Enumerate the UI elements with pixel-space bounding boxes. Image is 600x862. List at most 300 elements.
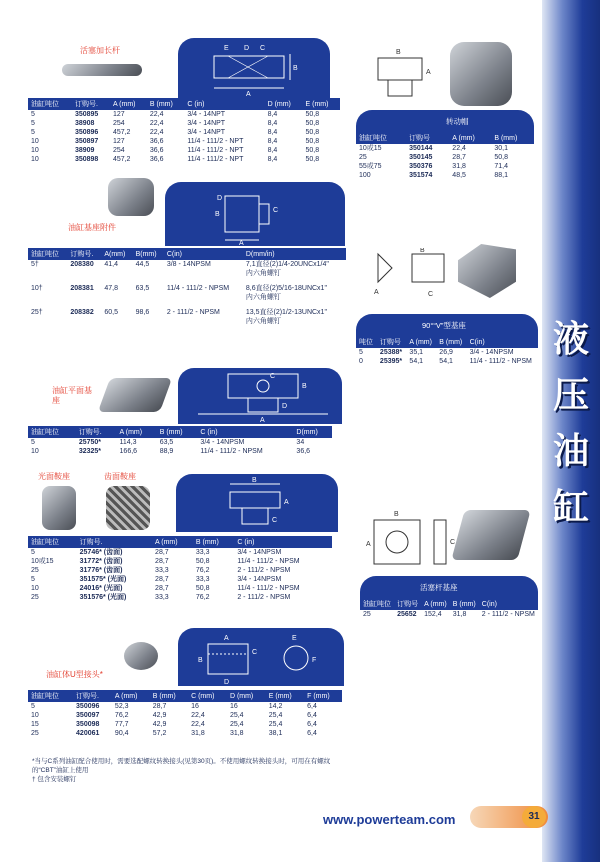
col-header: A(mm) xyxy=(101,248,132,260)
table-cell: 内六角螺钉 xyxy=(245,270,281,277)
table-cell: 76,2 xyxy=(195,594,210,601)
col-header: 订购号. xyxy=(72,98,110,110)
table-cell: 76,2 xyxy=(195,567,210,574)
svg-text:A: A xyxy=(260,417,265,424)
table-cell: 3/4 - 14NPSM xyxy=(469,349,514,356)
table-cell: 350895 xyxy=(74,111,99,118)
rod-base-table xyxy=(360,598,538,619)
table-cell: 457,2 xyxy=(112,129,131,136)
table-row xyxy=(28,284,346,293)
clevis-caption: 油缸体U型接头* xyxy=(46,670,103,679)
table-row xyxy=(356,348,538,357)
table-cell: 351575* (光面) xyxy=(79,576,127,583)
table-cell: 10 xyxy=(31,585,39,592)
col-header: B(mm) xyxy=(133,248,164,260)
table-cell: 76,2 xyxy=(114,712,129,719)
table-cell: 2 - 111/2 - NPSM xyxy=(166,309,220,316)
table-cell: 38,1 xyxy=(268,730,283,737)
col-header: 吨位 xyxy=(356,336,377,348)
col-header: 油缸吨位 xyxy=(356,132,406,144)
table-cell: 35,1 xyxy=(409,349,424,356)
table-cell: 10或15 xyxy=(359,145,382,152)
table-cell: 6,4 xyxy=(307,712,317,719)
table-row xyxy=(28,548,332,557)
table-cell: 100 xyxy=(359,172,371,179)
table-row xyxy=(28,575,332,584)
swivel-cap-table xyxy=(356,132,534,180)
col-header: C (in) xyxy=(184,98,264,110)
table-cell: 90,4 xyxy=(114,730,129,737)
col-header: A (mm) xyxy=(117,426,157,438)
table-row xyxy=(356,357,538,366)
svg-text:D: D xyxy=(224,679,230,686)
v-base-header xyxy=(356,314,538,336)
col-header: 油缸吨位 xyxy=(28,98,72,110)
table-cell: 10或15 xyxy=(31,558,54,565)
col-header: F (mm) xyxy=(304,690,342,702)
col-header: E (mm) xyxy=(266,690,304,702)
table-cell: 36,6 xyxy=(149,147,164,154)
table-cell: 50,8 xyxy=(494,154,508,161)
table-cell: 25,4 xyxy=(268,721,283,728)
clevis-photo xyxy=(124,642,158,670)
base-attachment-caption: 油缸基座附件 xyxy=(68,223,116,232)
table-cell: 3/4 - 14NPT xyxy=(187,120,226,127)
saddle-diagram-panel xyxy=(176,474,338,532)
table-row xyxy=(356,144,534,153)
col-header: C (in) xyxy=(234,536,332,548)
table-cell: 457,2 xyxy=(112,156,131,163)
table-cell: 50,8 xyxy=(305,111,320,118)
col-header: A (mm) xyxy=(406,336,436,348)
table-cell: 44,5 xyxy=(135,261,150,268)
table-cell: 10 xyxy=(31,147,39,154)
table-row xyxy=(28,711,342,720)
footnote-3: † 包含安装螺钉 xyxy=(32,776,77,783)
table-cell: 38909 xyxy=(74,147,95,154)
table-cell: 22,4 xyxy=(149,129,164,136)
svg-text:B: B xyxy=(420,248,425,254)
table-cell: 16 xyxy=(191,703,199,710)
table-cell: 33,3 xyxy=(155,594,169,601)
table-cell: 25652 xyxy=(397,611,417,618)
extension-rod-table xyxy=(28,98,340,164)
swivel-cap-photo xyxy=(450,42,512,106)
svg-text:B: B xyxy=(396,49,401,56)
col-header: C (in) xyxy=(197,426,293,438)
rod-base-photo xyxy=(451,510,530,560)
svg-text:B: B xyxy=(198,657,203,664)
table-cell: 55或75 xyxy=(359,163,382,170)
base-attachment-photo xyxy=(108,178,154,216)
table-cell: 8,6直径(2)5/16-18UNCx1" xyxy=(245,285,327,292)
col-header: D(mm) xyxy=(293,426,332,438)
svg-text:B: B xyxy=(302,383,307,390)
footnotes xyxy=(32,757,352,784)
footnote-1: *当与C系列油缸配合使用时，需要选配螺纹转换接头(见第30页)。不使用螺纹转换接头时，可用在有螺纹 xyxy=(32,758,331,765)
table-row xyxy=(28,566,332,575)
table-row xyxy=(28,593,332,602)
col-header: B (mm) xyxy=(150,690,188,702)
table-cell: 33,3 xyxy=(195,576,210,583)
flat-base-diagram xyxy=(178,368,342,424)
clevis-table xyxy=(28,690,342,738)
col-header: 订购号 xyxy=(406,132,449,144)
table-cell: 351574 xyxy=(409,172,433,179)
col-header: 油缸吨位 xyxy=(28,690,73,702)
col-header: A (mm) xyxy=(110,98,147,110)
table-cell: 3/4 - 14NPSM xyxy=(200,439,245,446)
table-cell: 71,4 xyxy=(494,163,508,170)
rod-base-caption: 活塞杆基座 xyxy=(420,583,458,592)
col-header: A (mm) xyxy=(112,690,150,702)
table-cell: 6,4 xyxy=(307,730,317,737)
table-cell: 25395* xyxy=(379,358,403,365)
table-cell: 30,1 xyxy=(494,145,508,152)
table-cell: 2 - 111/2 - NPSM xyxy=(481,611,535,618)
v-base-photo xyxy=(458,244,516,298)
table-cell: 31,8 xyxy=(229,730,244,737)
table-cell: 内六角螺钉 xyxy=(245,294,281,301)
table-cell: 11/4 - 111/2 - NPSM xyxy=(237,585,300,592)
table-cell: 5 xyxy=(31,111,35,118)
col-header: 订购号 xyxy=(377,336,407,348)
table-row-continuation xyxy=(28,293,346,302)
table-cell: 22,4 xyxy=(191,721,205,728)
table-row xyxy=(360,610,538,619)
table-cell: 3/4 - 14NPT xyxy=(187,129,226,136)
flat-base-caption: 油缸平面基座 xyxy=(52,386,92,405)
saddle-table xyxy=(28,536,332,602)
table-cell: 50,8 xyxy=(195,558,210,565)
table-row xyxy=(28,557,332,566)
table-cell: 50,8 xyxy=(305,129,320,136)
table-cell: 42,9 xyxy=(152,712,167,719)
clevis-diagram-panel xyxy=(178,628,344,686)
table-cell: 22,4 xyxy=(149,111,164,118)
table-cell: 63,5 xyxy=(159,439,174,446)
table-cell: 36,6 xyxy=(296,448,311,455)
table-cell: 50,8 xyxy=(305,120,320,127)
table-cell: 32325* xyxy=(78,448,102,455)
table-cell: 63,5 xyxy=(135,285,150,292)
svg-text:E: E xyxy=(224,45,229,52)
table-cell: 351576* (光面) xyxy=(79,594,127,601)
table-row xyxy=(356,171,534,180)
svg-text:B: B xyxy=(215,211,220,218)
table-row xyxy=(28,260,346,269)
svg-text:A: A xyxy=(374,289,379,296)
table-cell: 5 xyxy=(31,549,35,556)
table-row xyxy=(28,702,342,711)
table-cell: 7,1直径(2)1/4-20UNCx1/4" xyxy=(245,261,329,268)
table-cell: 10 xyxy=(31,138,39,145)
table-cell: 22,4 xyxy=(191,712,205,719)
table-cell: 208380 xyxy=(70,261,94,268)
table-cell: 48,5 xyxy=(452,172,466,179)
table-cell: 8,4 xyxy=(267,120,278,127)
table-cell: 8,4 xyxy=(267,129,278,136)
col-header: C(in) xyxy=(164,248,243,260)
table-cell: 25 xyxy=(31,567,39,574)
svg-text:A: A xyxy=(426,69,431,76)
table-cell: 42,9 xyxy=(152,721,167,728)
table-cell: 5 xyxy=(31,703,35,710)
table-cell: 8,4 xyxy=(267,138,278,145)
col-header: 油缸吨位 xyxy=(28,426,76,438)
v-base-diagram xyxy=(372,248,452,304)
table-cell: 350898 xyxy=(74,156,99,163)
table-cell: 28,7 xyxy=(155,549,169,556)
col-header: 订购号. xyxy=(77,536,152,548)
swivel-cap-header xyxy=(356,110,534,132)
table-cell: 50,8 xyxy=(305,147,320,154)
table-cell: 5 xyxy=(31,576,35,583)
table-cell: 25,4 xyxy=(268,712,283,719)
table-cell: 350896 xyxy=(74,129,99,136)
table-cell: 350096 xyxy=(76,703,100,710)
col-header: B (mm) xyxy=(436,336,466,348)
table-cell: 11/4 - 111/2 - NPT xyxy=(187,138,244,145)
table-cell: 208381 xyxy=(70,285,94,292)
table-cell: 50,8 xyxy=(305,138,320,145)
table-row-continuation xyxy=(28,269,346,278)
table-cell: 6,4 xyxy=(307,721,317,728)
table-cell: 8,4 xyxy=(267,156,278,163)
clevis-diagram xyxy=(178,628,344,686)
table-cell: 254 xyxy=(112,120,125,127)
table-cell: 2 - 111/2 - NPSM xyxy=(237,594,291,601)
table-cell: 11/4 - 111/2 - NPT xyxy=(187,147,244,154)
col-header: 订购号. xyxy=(73,690,112,702)
svg-text:C: C xyxy=(270,373,276,380)
table-cell: 10 xyxy=(31,712,39,719)
base-attachment-diagram xyxy=(165,182,345,246)
table-cell: 3/4 - 14NPSM xyxy=(237,549,282,556)
base-attachment-diagram-panel xyxy=(165,182,345,246)
table-cell: 15 xyxy=(31,721,39,728)
table-cell: 50,8 xyxy=(195,585,210,592)
v-base-table xyxy=(356,336,538,366)
table-cell: 114,3 xyxy=(119,439,137,446)
svg-text:C: C xyxy=(252,649,258,656)
footnote-2: 的“CBT”油缸上使用 xyxy=(32,767,89,774)
table-cell: 3/4 - 14NPSM xyxy=(237,576,282,583)
table-cell: 10† xyxy=(31,285,43,292)
table-cell: 50,8 xyxy=(305,156,320,163)
table-cell: 28,7 xyxy=(155,576,169,583)
table-cell: 88,1 xyxy=(494,172,508,179)
table-cell: 350376 xyxy=(409,163,433,170)
table-cell: 3/8 - 14NPSM xyxy=(166,261,211,268)
table-row xyxy=(356,162,534,171)
table-cell: 2 - 111/2 - NPSM xyxy=(237,567,291,574)
table-cell: 350097 xyxy=(76,712,100,719)
table-cell: 6,4 xyxy=(307,703,317,710)
flat-base-photo xyxy=(98,378,172,412)
table-cell: 22,4 xyxy=(452,145,466,152)
table-cell: 54,1 xyxy=(439,358,453,365)
table-cell: 54,1 xyxy=(409,358,424,365)
svg-text:B: B xyxy=(394,511,399,518)
smooth-saddle-caption: 光面鞍座 xyxy=(38,472,70,481)
table-cell: 38908 xyxy=(74,120,95,127)
col-header: 订购号. xyxy=(76,426,117,438)
table-cell: 0 xyxy=(359,358,363,365)
table-cell: 25 xyxy=(31,730,39,737)
table-cell: 8,4 xyxy=(267,147,278,154)
table-cell: 60,5 xyxy=(104,309,118,316)
table-cell: 25 xyxy=(363,611,371,618)
table-cell: 25† xyxy=(31,309,43,316)
svg-text:D: D xyxy=(282,403,288,410)
table-cell: 5 xyxy=(31,129,35,136)
svg-text:F: F xyxy=(312,657,317,664)
table-cell: 11/4 - 111/2 - NPSM xyxy=(166,285,230,292)
table-cell: 25 xyxy=(31,594,39,601)
table-cell: 11/4 - 111/2 - NPSM xyxy=(200,448,263,455)
swivel-cap-diagram xyxy=(368,44,438,104)
svg-text:A: A xyxy=(366,541,371,548)
col-header: B (mm) xyxy=(450,598,479,610)
col-header: D(mm/in) xyxy=(243,248,346,260)
table-cell: 25,4 xyxy=(229,712,244,719)
base-attachment-table xyxy=(28,248,346,332)
col-header: B (mm) xyxy=(157,426,198,438)
table-cell: 52,3 xyxy=(114,703,129,710)
table-cell: 25 xyxy=(359,154,367,161)
svg-text:D: D xyxy=(217,195,223,202)
table-row xyxy=(28,438,332,447)
col-header: B (mm) xyxy=(147,98,184,110)
table-cell: 11/4 - 111/2 - NPSM xyxy=(469,358,532,365)
table-cell: 11/4 - 111/2 - NPSM xyxy=(237,558,300,565)
col-header: C(in) xyxy=(467,336,538,348)
svg-text:C: C xyxy=(450,539,456,546)
table-cell: 208382 xyxy=(70,309,94,316)
table-cell: 25746* (齿面) xyxy=(79,549,123,556)
table-row xyxy=(28,128,340,137)
saddle-diagram xyxy=(176,474,338,532)
svg-text:C: C xyxy=(272,517,278,524)
table-row xyxy=(28,720,342,729)
table-cell: 88,9 xyxy=(159,448,174,455)
table-cell: 5 xyxy=(31,120,35,127)
table-row xyxy=(356,153,534,162)
table-cell: 166,6 xyxy=(119,448,138,455)
table-row xyxy=(28,584,332,593)
table-cell: 31,8 xyxy=(191,730,205,737)
table-cell: 31772* (齿面) xyxy=(79,558,123,565)
table-cell: 28,7 xyxy=(155,558,169,565)
table-row xyxy=(28,119,340,128)
table-cell: 350144 xyxy=(409,145,433,152)
table-cell: 36,6 xyxy=(149,138,164,145)
col-header: C(in) xyxy=(479,598,538,610)
table-cell: 98,6 xyxy=(135,309,150,316)
table-cell: 57,2 xyxy=(152,730,167,737)
svg-text:B: B xyxy=(252,477,257,484)
table-cell: 127 xyxy=(112,111,125,118)
col-header: B (mm) xyxy=(193,536,234,548)
table-cell: 5 xyxy=(359,349,363,356)
table-cell: 5† xyxy=(31,261,39,268)
svg-text:B: B xyxy=(293,65,298,72)
svg-text:A: A xyxy=(224,635,229,642)
table-row xyxy=(28,110,340,119)
col-header: 订购号. xyxy=(67,248,101,260)
table-cell: 47,8 xyxy=(104,285,118,292)
table-row xyxy=(28,729,342,738)
table-cell: 31,8 xyxy=(452,163,466,170)
table-cell: 25388* xyxy=(379,349,403,356)
col-header: B (mm) xyxy=(491,132,534,144)
table-cell: 28,7 xyxy=(452,154,466,161)
toothed-saddle-caption: 齿面鞍座 xyxy=(104,472,136,481)
table-cell: 内六角螺钉 xyxy=(245,318,281,325)
table-row-continuation xyxy=(28,317,346,326)
table-cell: 41,4 xyxy=(104,261,118,268)
table-cell: 10 xyxy=(31,156,39,163)
table-cell: 25750* xyxy=(78,439,102,446)
col-header: C (mm) xyxy=(188,690,227,702)
table-cell: 33,3 xyxy=(195,549,210,556)
table-cell: 8,4 xyxy=(267,111,278,118)
table-cell: 16 xyxy=(229,703,238,710)
col-header: 油缸吨位 xyxy=(360,598,394,610)
col-header: E (mm) xyxy=(303,98,341,110)
extension-rod-caption: 活塞加长杆 xyxy=(80,46,120,55)
table-row xyxy=(28,155,340,164)
page-number: 31 xyxy=(522,806,546,828)
table-cell: 24016* (光面) xyxy=(79,585,123,592)
table-cell: 77,7 xyxy=(114,721,129,728)
col-header: A (mm) xyxy=(449,132,491,144)
table-cell: 14,2 xyxy=(268,703,283,710)
rod-base-diagram xyxy=(364,508,464,576)
extension-rod-diagram xyxy=(178,38,330,98)
table-cell: 152,4 xyxy=(424,611,442,618)
col-header: A (mm) xyxy=(421,598,450,610)
toothed-saddle-photo xyxy=(106,486,150,530)
table-cell: 10 xyxy=(31,448,39,455)
section-title: 液压油缸 xyxy=(552,319,589,528)
svg-text:C: C xyxy=(273,207,279,214)
table-cell: 350897 xyxy=(74,138,99,145)
flat-base-table xyxy=(28,426,332,456)
table-row xyxy=(28,447,332,456)
table-cell: 254 xyxy=(112,147,125,154)
col-header: D (mm) xyxy=(227,690,266,702)
svg-text:A: A xyxy=(239,240,244,246)
footer-url[interactable]: www.powerteam.com xyxy=(323,812,456,827)
v-base-caption: 90°“V”型基座 xyxy=(422,321,466,330)
svg-text:E: E xyxy=(292,635,297,642)
table-cell: 36,6 xyxy=(149,156,164,163)
smooth-saddle-photo xyxy=(42,486,76,530)
table-cell: 34 xyxy=(296,439,305,446)
table-cell: 31,8 xyxy=(452,611,467,618)
extension-rod-diagram-panel xyxy=(178,38,330,98)
table-cell: 33,3 xyxy=(155,567,169,574)
svg-text:C: C xyxy=(428,291,434,298)
col-header: 油缸吨位 xyxy=(28,536,77,548)
svg-text:A: A xyxy=(246,91,251,98)
extension-rod-photo xyxy=(62,64,142,76)
svg-text:D: D xyxy=(244,45,250,52)
rod-base-header xyxy=(360,576,538,598)
table-cell: 28,7 xyxy=(152,703,167,710)
